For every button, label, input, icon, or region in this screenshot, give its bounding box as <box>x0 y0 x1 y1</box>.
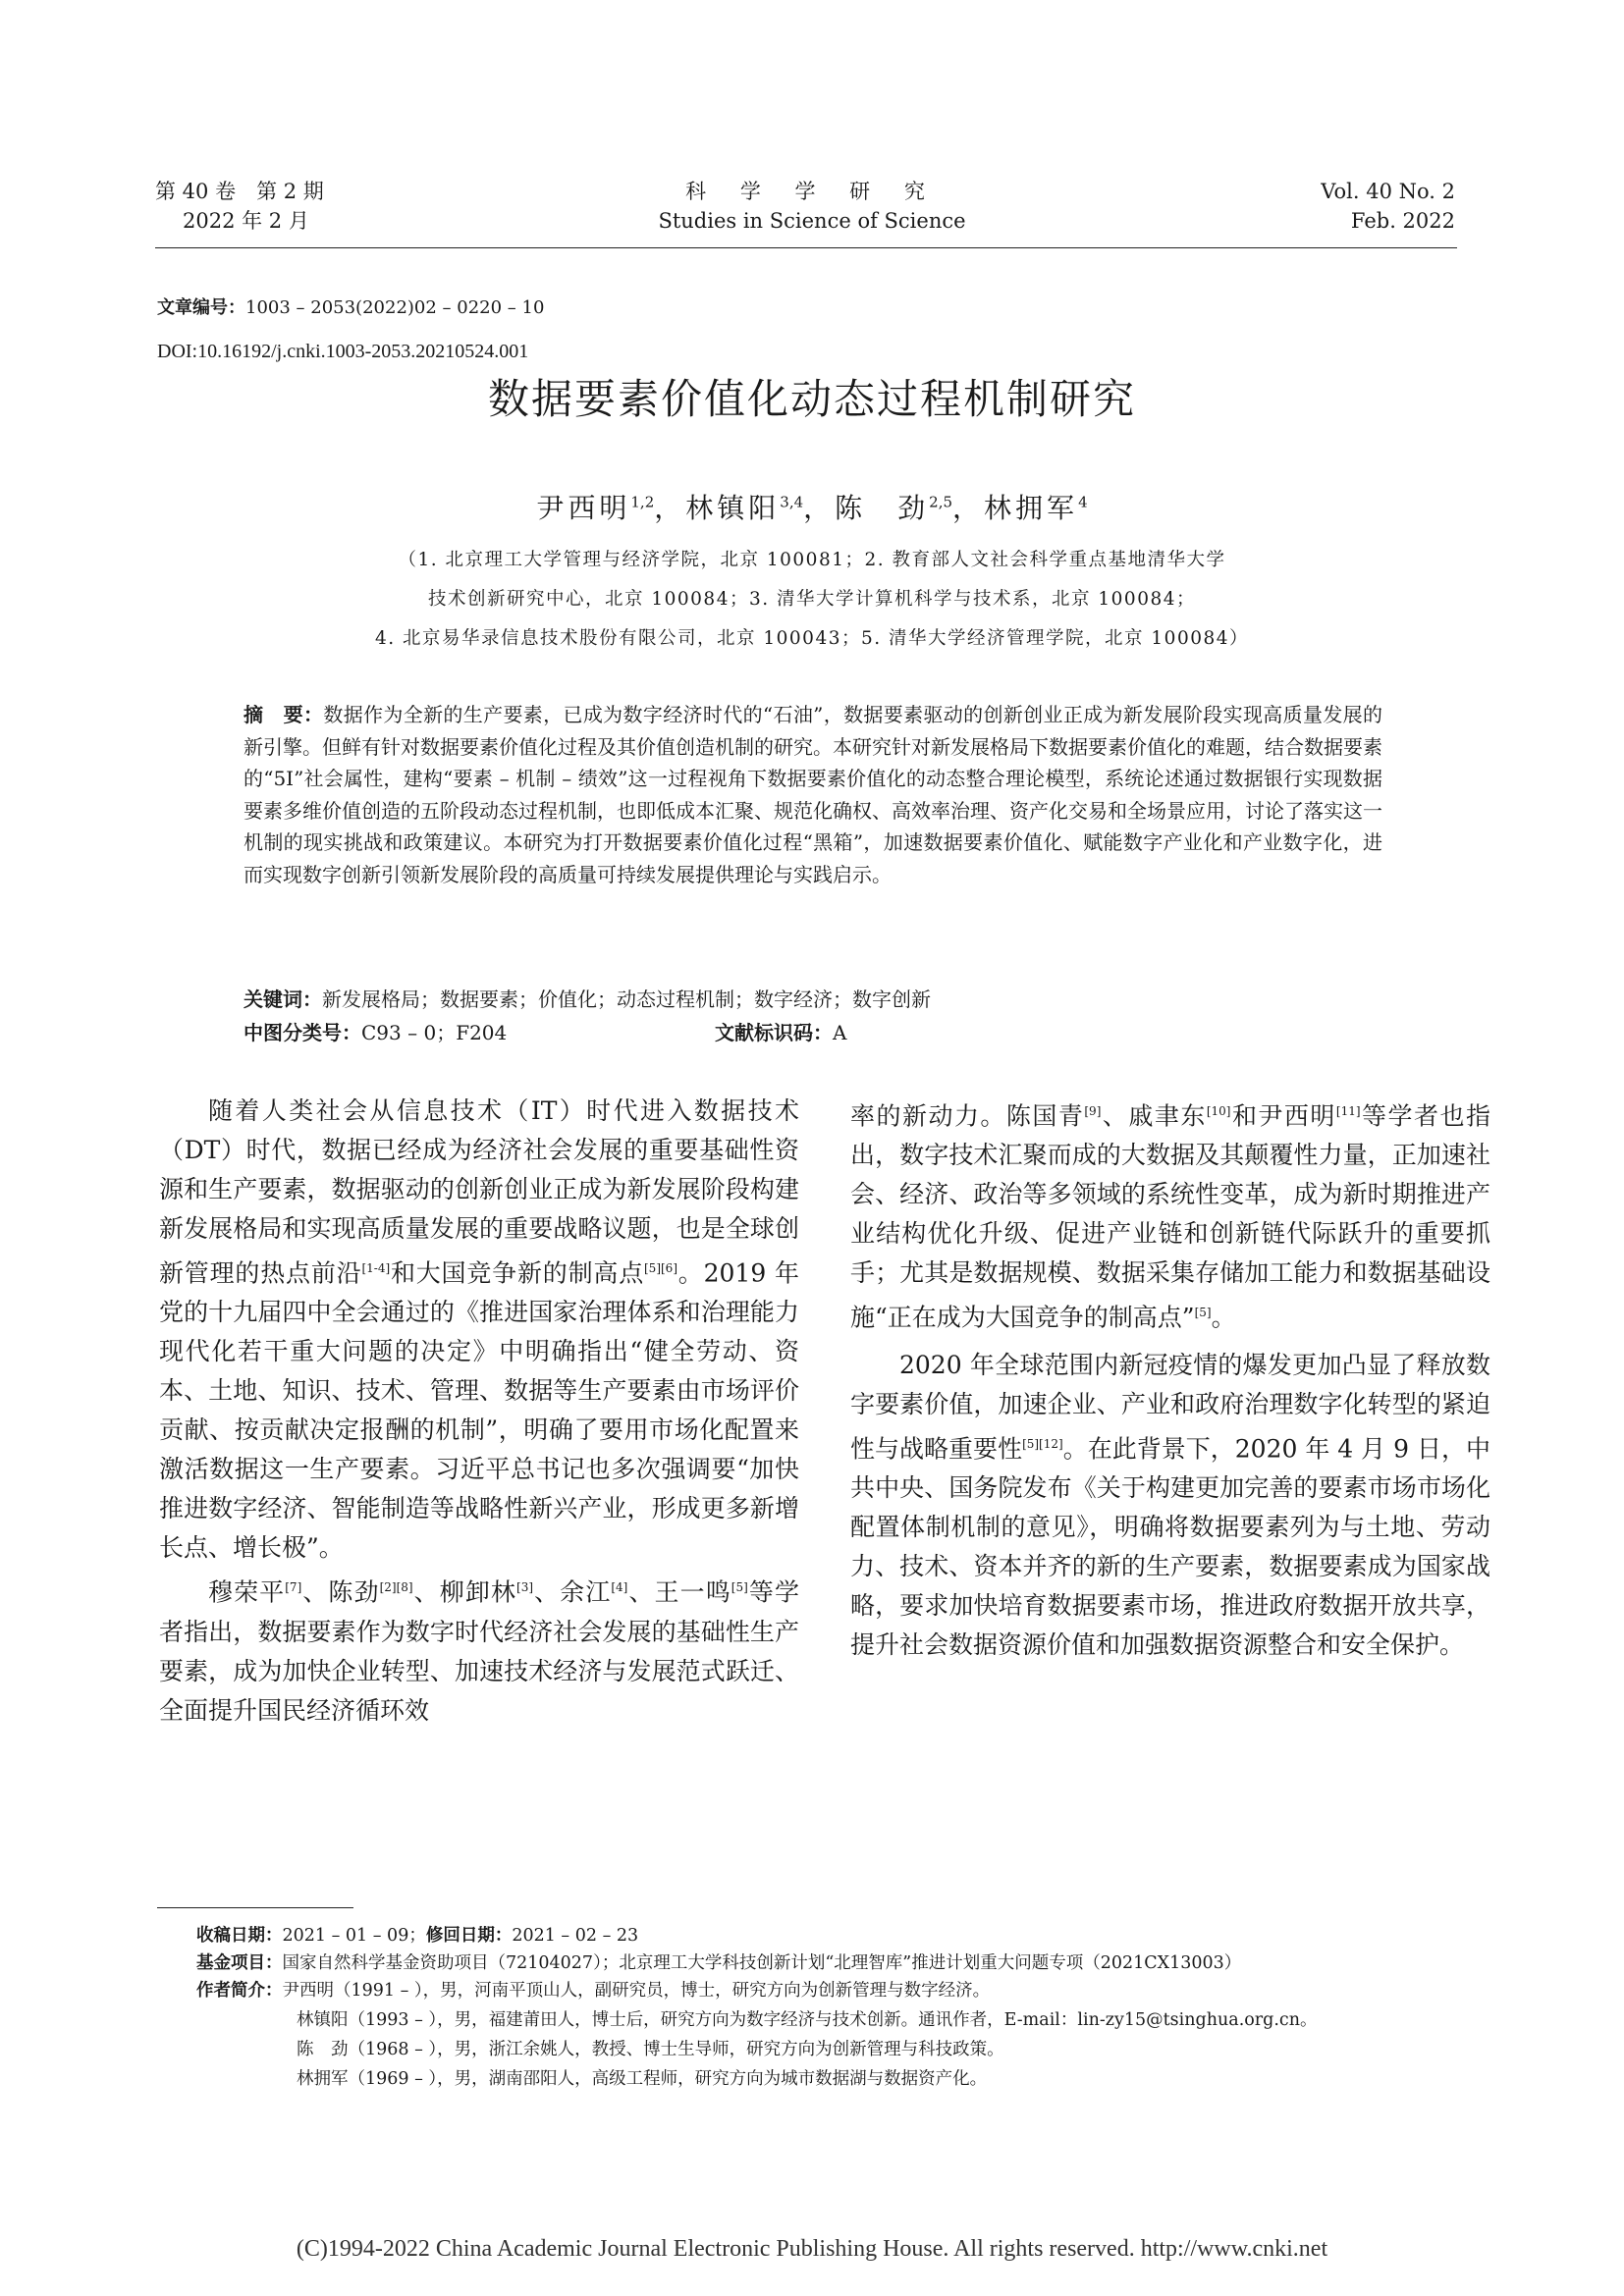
clc-label: 中图分类号： <box>244 1021 361 1044</box>
body-paragraph <box>159 1092 799 1568</box>
doc-code-label: 文献标识码： <box>715 1021 833 1044</box>
doi: DOI:10.16192/j.cnki.1003-2053.20210524.001 <box>157 341 529 362</box>
body-column-left <box>159 1092 799 1731</box>
affiliation-line: 技术创新研究中心，北京 100084；3. 清华大学计算机科学与技术系，北京 100084； <box>427 589 1197 610</box>
running-header-right <box>1321 177 1455 236</box>
body-text: 随着人类社会从信息技术（IT）时代进入数据技术（DT）时代，数据已经成为经济社会发展的重要基础性资源和生产要素，数据驱动的创新创业正成为新发展阶段构建新发展格局和实现高质量发展的重要战略议题，也是全球创新管理的热点前沿 <box>159 1096 799 1288</box>
article-number <box>157 294 544 322</box>
footnote-author-2: 林镇阳（1993 – ），男，福建莆田人，博士后，研究方向为数字经济与技术创新。通讯作者，E-mail：lin-zy15@tsinghua.org.cn。 <box>297 2010 1318 2030</box>
affiliation-line: （1. 北京理工大学管理与经济学院，北京 100081；2. 教育部人文社会科学重点基地清华大学 <box>398 550 1226 570</box>
citation: [1-4] <box>361 1261 391 1275</box>
author-bio: 尹西明（1991 – ），男，河南平顶山人，副研究员，博士，研究方向为创新管理与数字经济。 <box>282 1981 991 2001</box>
body-paragraph <box>159 1568 799 1730</box>
copyright-notice: (C)1994-2022 China Academic Journal Electronic Publishing House. All rights reserved. http://www.cnki.net <box>296 2236 1328 2262</box>
footnote-fund <box>196 1951 1241 1976</box>
abstract <box>244 699 1382 890</box>
author-affil-mark: 2,5 <box>929 493 953 511</box>
fund-label: 基金项目： <box>196 1953 283 1973</box>
body-text: 。 <box>1211 1303 1236 1332</box>
body-text: 、余江 <box>533 1577 612 1607</box>
citation: [5][12] <box>1022 1436 1063 1451</box>
author-affil-mark: 4 <box>1078 493 1088 511</box>
volume-en: Vol. 40 No. 2 <box>1321 180 1455 203</box>
journal-name-en: Studies in Science of Science <box>658 209 966 233</box>
article-number-value: 1003 – 2053(2022)02 – 0220 – 10 <box>245 297 545 318</box>
doc-code-value: A <box>833 1021 847 1044</box>
body-text: 率的新动力。陈国青 <box>850 1101 1085 1131</box>
revised-label: 修回日期： <box>425 1926 513 1946</box>
keywords-text: 新发展格局；数据要素；价值化；动态过程机制；数字经济；数字创新 <box>322 988 931 1011</box>
author-affil-mark: 1,2 <box>630 493 655 511</box>
body-text: 和尹西明 <box>1230 1101 1336 1131</box>
body-text: 、王一鸣 <box>627 1577 731 1607</box>
affiliation-line: 4. 北京易华录信息技术股份有限公司，北京 100043；5. 清华大学经济管理学院，北京 100084） <box>374 628 1250 649</box>
body-paragraph <box>850 1092 1490 1338</box>
author-intro-label: 作者简介： <box>196 1981 283 2001</box>
body-paragraph <box>850 1346 1490 1665</box>
author-name: 林拥军 <box>984 492 1079 524</box>
author-name: 陈 劲 <box>835 492 930 524</box>
citation: [11] <box>1335 1104 1361 1118</box>
author-name: 尹西明 <box>536 492 631 524</box>
citation: [2][8] <box>379 1580 413 1595</box>
author-affil-mark: 3,4 <box>780 493 804 511</box>
abstract-text: 数据作为全新的生产要素，已成为数字经济时代的“石油”，数据要素驱动的创新创业正成为新发展阶段实现高质量发展的新引擎。但鲜有针对数据要素价值化过程及其价值创造机制的研究。本研究针对新发展格局下数据要素价值化的难题，结合数据要素的“5I”社会属性，建构“要素 – 机制 – 绩效”这一过程视角下数据要素价值化的动态整合理论模型，系统论述通过数据银行实现数据要素多维价值创造的五阶段动态过程机制，也即低成本汇聚、规范化确权、高效率治理、资产化交易和全场景应用，讨论了落实这一机制的现实挑战和政策建议。本研究为打开数据要素价值化过程“黑箱”，加速数据要素价值化、赋能数字产业化和产业数字化，进而实现数字创新引领新发展阶段的高质量可持续发展提供理论与实践启示。 <box>244 703 1382 886</box>
citation: [5] <box>731 1580 748 1595</box>
received-date: 2021 – 01 – 09； <box>282 1926 426 1946</box>
clc-value: C93 – 0；F204 <box>361 1021 508 1044</box>
citation: [9] <box>1084 1104 1102 1118</box>
body-text: 等学者指出，数据要素作为数字时代经济社会发展的基础性生产要素，成为加快企业转型、加速技术经济与发展范式跃迁、全面提升国民经济循环效 <box>159 1577 799 1725</box>
article-title: 数据要素价值化动态过程机制研究 <box>487 375 1136 423</box>
footnote-author-4: 林拥军（1969 – ），男，湖南邵阳人，高级工程师，研究方向为城市数据湖与数据资产化。 <box>297 2069 988 2089</box>
body-text: 、陈劲 <box>301 1577 380 1607</box>
volume-issue: 第 40 卷 第 2 期 <box>155 180 324 203</box>
header-rule <box>155 247 1457 248</box>
body-text: 等学者也指出，数字技术汇聚而成的大数据及其颠覆性力量，正加速社会、经济、政治等多领域的系统性变革，成为新时期推进产业结构优化升级、促进产业链和创新链代际跃升的重要抓手；尤其是数据规模、数据采集存储加工能力和数据基础设施“正在成为大国竞争的制高点” <box>850 1101 1490 1332</box>
received-label: 收稿日期： <box>196 1926 283 1946</box>
date-en: Feb. 2022 <box>1350 209 1455 233</box>
article-number-label: 文章编号： <box>157 297 245 318</box>
body-text: 。2019 年党的十九届四中全会通过的《推进国家治理体系和治理能力现代化若干重大问题的决定》中明确指出“健全劳动、资本、土地、知识、技术、管理、数据等生产要素由市场评价贡献、按贡献决定报酬的机制”，明确了要用市场化配置来激活数据这一生产要素。习近平总书记也多次强调要“加快推进数字经济、智能制造等战略性新兴产业，形成更多新增长点、增长极”。 <box>159 1258 799 1563</box>
body-text: 。在此背景下，2020 年 4 月 9 日，中共中央、国务院发布《关于构建更加完善的要素市场市场化配置体制机制的意见》，明确将数据要素列为与土地、劳动力、技术、资本并齐的新的生产要素，数据要素成为国家战略，要求加快培育数据要素市场，推进政府数据开放共享，提升社会数据资源价值和加强数据资源整合和安全保护。 <box>850 1433 1490 1659</box>
body-column-right <box>850 1092 1490 1665</box>
author-list: 尹西明$^{1,2}$，林镇阳$^{3,4}$，陈 劲$^{2,5}$，林拥军$^4$ <box>536 492 1088 524</box>
keywords-label: 关键词： <box>244 988 322 1011</box>
keywords <box>244 984 931 1015</box>
body-text: 穆荣平 <box>208 1577 286 1607</box>
abstract-label: 摘 要： <box>244 703 324 726</box>
fund-text: 国家自然科学基金资助项目（72104027）；北京理工大学科技创新计划“北理智库”推进计划重大问题专项（2021CX13003） <box>282 1953 1242 1973</box>
citation: [5] <box>1194 1306 1212 1320</box>
footnote-author-3: 陈 劲（1968 – ），男，浙江余姚人，教授、博士生导师，研究方向为创新管理与科技政策。 <box>297 2040 1004 2059</box>
footnote-rule <box>157 1907 353 1908</box>
footnote-dates <box>196 1924 638 1949</box>
footnote-author-1 <box>196 1979 990 2003</box>
body-text: 、柳卸林 <box>412 1577 517 1607</box>
revised-date: 2021 – 02 – 23 <box>512 1926 639 1946</box>
citation: [10] <box>1206 1104 1231 1118</box>
citation: [7] <box>285 1580 302 1595</box>
body-text: 、戚聿东 <box>1101 1101 1207 1131</box>
body-text: 和大国竞争新的制高点 <box>390 1258 644 1288</box>
citation: [5][6] <box>644 1261 677 1275</box>
body-text: 2020 年全球范围内新冠疫情的爆发更加凸显了释放数字要素价值，加速企业、产业和政府治理数字化转型的紧迫性与战略重要性 <box>850 1350 1490 1463</box>
author-name: 林镇阳 <box>685 492 781 524</box>
classification <box>244 1017 847 1048</box>
date-cn: 2022 年 2 月 <box>183 209 309 233</box>
citation: [3] <box>516 1580 534 1595</box>
citation: [4] <box>611 1580 628 1595</box>
journal-name-cn: 科 学 学 研 究 <box>685 180 939 203</box>
